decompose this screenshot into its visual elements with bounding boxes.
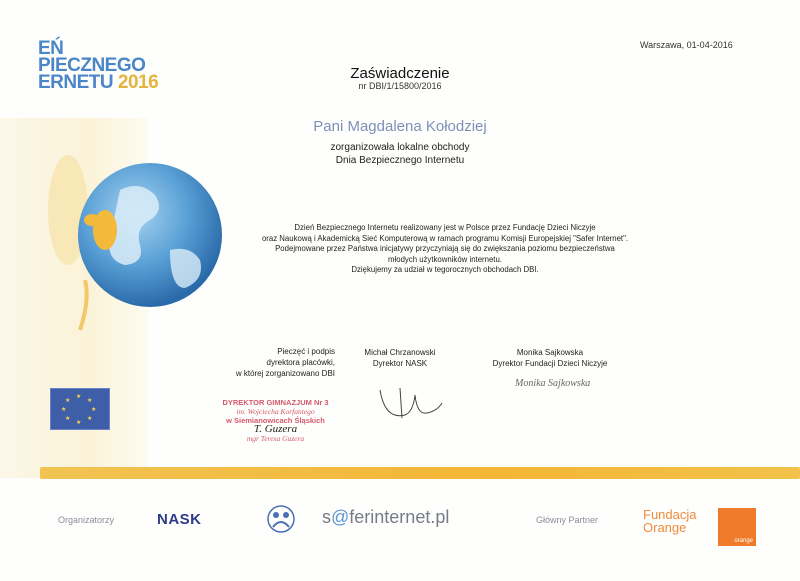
eu-star-icon: ★ xyxy=(91,407,97,413)
nask-logo: NASK xyxy=(157,511,202,528)
fundacja-text: Fundacja xyxy=(643,507,697,522)
stamp-signature: T. Guzera xyxy=(253,423,298,435)
signatory-name: Michał Chrzanowski xyxy=(364,348,436,357)
stamp-line: DYREKTOR GIMNAZJUM Nr 3 xyxy=(222,398,329,407)
body-paragraph xyxy=(205,223,685,276)
fdn-logo-icon xyxy=(265,505,297,533)
body-line: młodych użytkowników internetu. xyxy=(388,254,502,264)
safer-suffix: ferinternet.pl xyxy=(349,507,450,527)
stamp-line: mgr Teresa Guzera xyxy=(246,434,305,443)
eu-star-icon: ★ xyxy=(65,416,71,422)
logo-year: 2016 xyxy=(117,72,159,93)
signature-block-fdn xyxy=(470,347,630,369)
orange-box-label: orange xyxy=(734,538,753,544)
body-line: Podejmowane przez Państwa inicjatywy przyczyniają się do zwiększania poziomu bezpieczeństwa xyxy=(275,244,615,253)
signature-block-principal xyxy=(195,346,335,379)
eu-flag xyxy=(50,388,110,430)
eu-star-icon: ★ xyxy=(61,407,67,413)
eu-star-icon: ★ xyxy=(87,398,93,404)
signature-caption: Pieczęć i podpis xyxy=(277,347,335,356)
partner-label: Główny Partner xyxy=(536,515,599,525)
organizers-label: Organizatorzy xyxy=(58,515,115,525)
globe-illustration xyxy=(30,140,230,350)
certificate-title: Zaświadczenie xyxy=(350,65,450,82)
body-line: Dzień Bezpiecznego Internetu realizowany jest w Polsce przez Fundację Dzieci Niczyje xyxy=(294,223,596,232)
signatory-role: Dyrektor NASK xyxy=(372,359,428,368)
handwritten-signature-fdn: Monika Sajkowska xyxy=(515,378,591,389)
certificate-number: nr DBI/1/15800/2016 xyxy=(358,81,442,91)
logo-text-line3: ERNETU xyxy=(38,72,114,93)
eu-star-icon: ★ xyxy=(65,398,71,404)
signatory-name: Monika Sajkowska xyxy=(516,348,584,357)
body-line: Dziękujemy za udział w tegorocznych obchodach DBI. xyxy=(351,265,539,274)
logo-text-line1: EŃ xyxy=(38,38,64,59)
mascot-thumb xyxy=(84,214,100,226)
orange-text: Orange xyxy=(643,520,687,535)
saferinternet-logo xyxy=(322,507,449,528)
orange-divider xyxy=(40,467,800,479)
body-line: oraz Naukową i Akademicką Sieć Komputerową w ramach programu Komisji Europejskiej "Safer Internet". xyxy=(261,233,629,243)
signatory-role: Dyrektor Fundacji Dzieci Niczyje xyxy=(492,359,608,368)
orange-brand-logo xyxy=(718,508,756,546)
safer-at: @ xyxy=(331,507,350,527)
eu-star-icon: ★ xyxy=(87,416,93,422)
mascot-leg xyxy=(80,280,87,330)
stamp-line: im. Wojciecha Korfantego xyxy=(236,407,315,416)
action-line-1: zorganizowała lokalne obchody xyxy=(330,142,470,153)
recipient-name: Pani Magdalena Kołodziej xyxy=(313,118,487,135)
fundacja-orange-logo xyxy=(643,508,696,534)
signature-caption: dyrektora placówki, xyxy=(266,358,335,367)
school-stamp xyxy=(208,398,343,443)
logo-text-line2: PIECZNEGO xyxy=(38,55,146,76)
signature-caption: w której zorganizowano DBI xyxy=(235,369,335,378)
safer-prefix: s xyxy=(322,507,331,527)
eu-star-icon: ★ xyxy=(76,394,82,400)
eu-star-icon: ★ xyxy=(76,420,82,426)
signature-block-nask xyxy=(340,347,460,369)
handwritten-signature-nask xyxy=(370,380,450,425)
stamp-line: w Siemianowicach Śląskich xyxy=(226,416,325,425)
issue-date: Warszawa, 01-04-2016 xyxy=(640,40,733,50)
action-line-2: Dnia Bezpiecznego Internetu xyxy=(335,155,465,166)
